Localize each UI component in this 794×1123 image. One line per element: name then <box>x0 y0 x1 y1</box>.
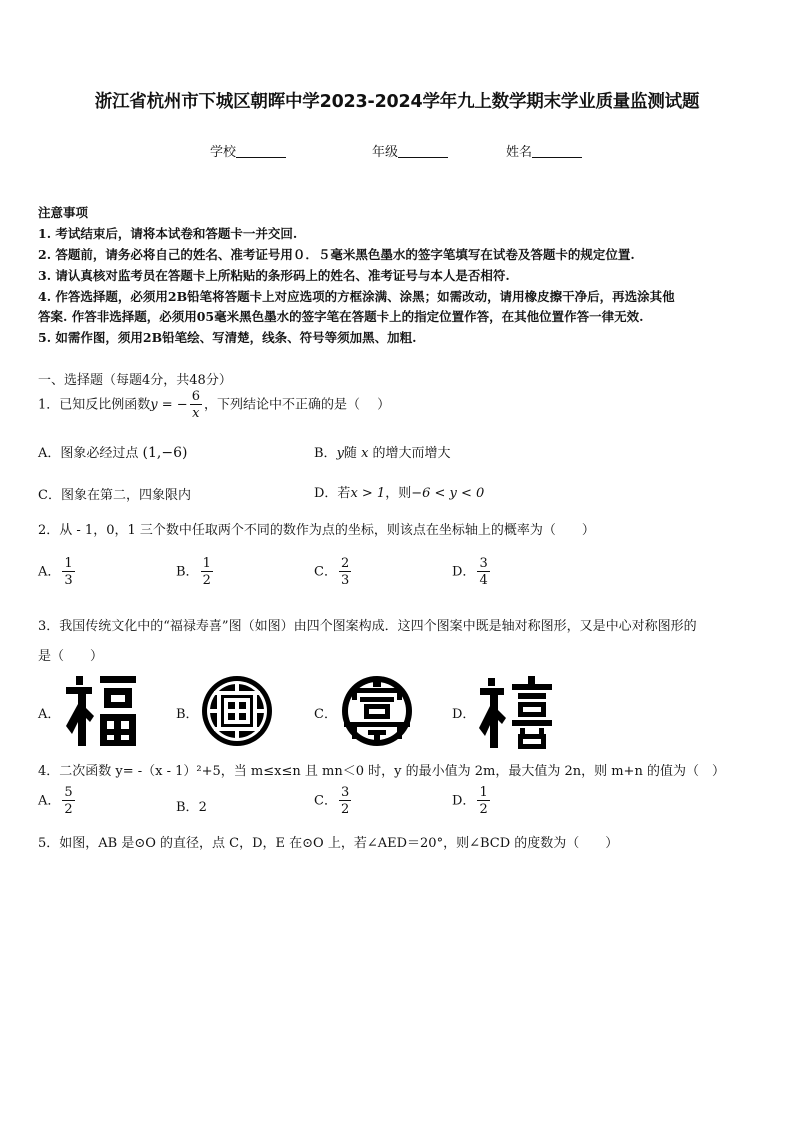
q2-option-b-label: B． <box>176 564 199 580</box>
q2-option-d-label: D． <box>452 564 476 580</box>
q2-option-b-fraction <box>201 557 213 587</box>
notes-heading: 注意事项 <box>38 205 89 220</box>
q4-option-d-fraction <box>477 786 489 816</box>
q4-option-b-value: 2 <box>198 800 207 815</box>
q3-option-b-label: B． <box>176 707 199 722</box>
q1-option-b-label: B． <box>314 446 337 461</box>
q4-option-a-fraction <box>62 786 74 816</box>
q4-option-a-num: 5 <box>64 785 73 800</box>
xi-character-icon <box>476 674 556 754</box>
q2-option-a-num: 1 <box>64 556 73 571</box>
q4-option-d-label: D． <box>452 793 476 809</box>
q4-option-a <box>38 786 77 816</box>
q2-option-a-label: A． <box>38 564 61 580</box>
question-2-stem: 2．从 - 1，0，1 三个数中任取两个不同的数作为点的坐标，则该点在坐标轴上的概率为（ ） <box>38 523 595 538</box>
notes-item: 3. 请认真核对监考员在答题卡上所粘贴的条形码上的姓名、准考证号与本人是否相符. <box>38 268 510 283</box>
q3-option-d-label: D． <box>452 707 476 722</box>
q4-option-b <box>176 796 207 815</box>
q2-option-c <box>314 557 353 587</box>
question-3-stem-line2: 是（ ） <box>38 649 104 664</box>
notes-item: 5. 如需作图，须用2B铅笔绘、写清楚，线条、符号等须加黑、加粗. <box>38 330 417 345</box>
q1-option-b-x: x <box>361 446 369 461</box>
q2-option-c-label: C． <box>314 564 337 580</box>
q1-option-b-end: 的增大而增大 <box>368 446 451 461</box>
name-label: 姓名 <box>506 145 533 160</box>
q2-option-b-den: 2 <box>202 573 211 588</box>
q4-option-c-den: 2 <box>340 802 350 817</box>
q1-option-a-point: (1,−6) <box>142 445 188 461</box>
page-title: 浙江省杭州市下城区朝晖中学2023-2024学年九上数学期末学业质量监测试题 <box>94 92 700 112</box>
q2-option-a-den: 3 <box>64 573 73 588</box>
q2-option-d <box>452 557 492 587</box>
question-1-stem <box>38 390 390 420</box>
q2-option-c-num: 2 <box>340 556 350 571</box>
q1-option-c: C．图象在第二，四象限内 <box>38 488 191 503</box>
school-label: 学校 <box>210 145 237 160</box>
question-3-stem-line1: 3．我国传统文化中的“福禄寿喜”图（如图）由四个图案构成．这四个图案中既是轴对称图形，又是中心对称图形的 <box>38 619 697 634</box>
q4-option-a-label: A． <box>38 793 61 809</box>
q2-option-c-den: 3 <box>340 573 350 588</box>
q4-option-c-num: 3 <box>340 785 350 800</box>
q4-option-a-den: 2 <box>64 802 73 817</box>
q4-option-b-label: B． <box>176 800 199 815</box>
q1-option-a-label: A．图象必经过点 <box>38 446 139 461</box>
shou-medallion-icon <box>338 674 416 752</box>
fu-character-icon <box>62 674 140 752</box>
q1-option-d-label: D．若 <box>314 486 351 501</box>
name-blank <box>532 144 582 158</box>
q4-option-d-num: 1 <box>479 785 488 800</box>
q3-option-c-label: C． <box>314 707 337 722</box>
q2-option-d-fraction <box>477 557 489 587</box>
q4-option-c <box>314 786 353 816</box>
grade-field <box>372 141 448 160</box>
q4-option-c-fraction <box>339 786 351 816</box>
q1-prefix: 1．已知反比例函数 <box>38 397 151 413</box>
q1-option-b-mid: 随 <box>343 446 357 461</box>
school-blank <box>236 144 286 158</box>
school-field <box>210 141 286 160</box>
q1-fraction-num: 6 <box>191 389 200 404</box>
q1-fraction <box>190 390 202 420</box>
q1-option-d <box>314 482 484 501</box>
q1-option-d-mid: ，则 <box>385 486 412 501</box>
q2-option-d-num: 3 <box>479 556 488 571</box>
q4-option-d <box>452 786 492 816</box>
q1-suffix: ，下列结论中不正确的是（ ） <box>203 397 391 413</box>
grade-blank <box>398 144 448 158</box>
q1-option-a <box>38 442 187 461</box>
notes-item: 答案. 作答非选择题，必须用05毫米黑色墨水的签字笔在答题卡上的指定位置作答，在其他位置作答一律无效. <box>38 309 644 324</box>
q4-option-d-den: 2 <box>479 802 488 817</box>
name-field <box>506 141 582 160</box>
grade-label: 年级 <box>372 145 399 160</box>
question-4-stem: 4．二次函数 y= -（x - 1）²+5，当 m≤x≤n 且 mn＜0 时，y 的最小值为 2m，最大值为 2n，则 m+n 的值为（ ） <box>38 764 725 779</box>
q1-fraction-den: x <box>192 406 200 421</box>
q4-option-c-label: C． <box>314 793 337 809</box>
section-heading: 一、选择题（每题4分，共48分） <box>38 373 232 388</box>
question-5-stem: 5．如图，AB 是⊙O 的直径，点 C，D，E 在⊙O 上，若∠AED＝20°，则∠BCD 的度数为（ ） <box>38 836 619 851</box>
notes-item: 2. 答题前，请务必将自己的姓名、准考证号用０．５毫米黑色墨水的签字笔填写在试卷及答题卡的规定位置. <box>38 247 635 262</box>
notes-item: 1. 考试结束后，请将本试卷和答题卡一并交回. <box>38 226 298 241</box>
q2-option-a <box>38 557 77 587</box>
q1-function-lhs: y = − <box>150 397 188 413</box>
q3-option-a-label: A． <box>38 707 61 722</box>
q2-option-d-den: 4 <box>479 573 488 588</box>
q2-option-a-fraction <box>62 557 74 587</box>
q2-option-b-num: 1 <box>202 556 211 571</box>
q1-option-d-range: −6 < y < 0 <box>411 486 485 501</box>
notes-item: 4. 作答选择题，必须用2B铅笔将答题卡上对应选项的方框涂满、涂黑；如需改动，请用橡皮擦干净后，再选涂其他 <box>38 289 675 304</box>
lu-medallion-icon <box>200 674 274 752</box>
q1-option-d-cond: x > 1 <box>350 486 386 501</box>
q2-option-b <box>176 557 215 587</box>
q1-option-b <box>314 442 451 461</box>
q2-option-c-fraction <box>339 557 351 587</box>
q1-option-b-y: y <box>336 446 344 461</box>
